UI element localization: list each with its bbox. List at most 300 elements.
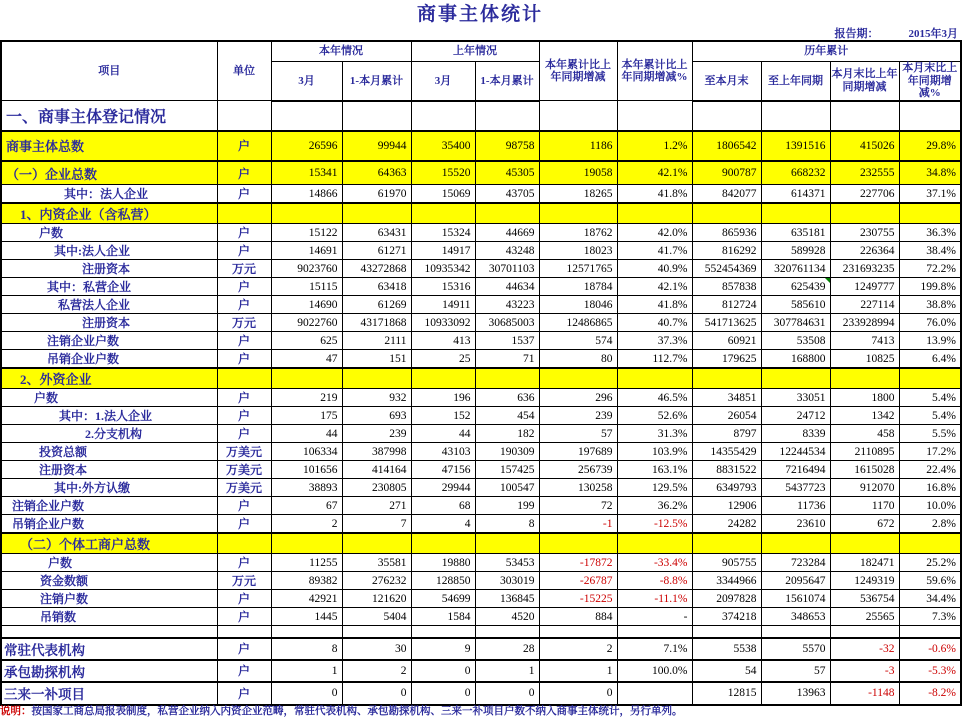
- value-cell: 541713625: [692, 314, 761, 332]
- value-cell: [271, 101, 342, 131]
- value-cell: 24712: [761, 407, 830, 425]
- row-label-cell: 承包勘探机构: [1, 660, 217, 682]
- unit-cell: 户: [217, 590, 271, 608]
- value-cell: [830, 101, 899, 131]
- value-cell: 106334: [271, 443, 342, 461]
- value-cell: 625: [271, 332, 342, 350]
- value-cell: [761, 368, 830, 389]
- value-cell: [271, 626, 342, 638]
- row-label-cell: 注销企业户数: [1, 497, 217, 515]
- value-cell: 18046: [539, 296, 617, 314]
- table-row: [1, 682, 961, 705]
- report-period-value: 2015年3月: [908, 28, 958, 40]
- value-cell: 458: [830, 425, 899, 443]
- value-cell: 239: [342, 425, 411, 443]
- value-cell: 16.8%: [899, 479, 961, 497]
- value-cell: 1249777: [830, 278, 899, 296]
- value-cell: 29944: [411, 479, 475, 497]
- row-label-cell: 常驻代表机构: [1, 638, 217, 660]
- col-header-yoy-change-pct: 本年累计比上年同期增减%: [617, 41, 692, 101]
- value-cell: [899, 626, 961, 638]
- value-cell: 2: [342, 660, 411, 682]
- value-cell: 8339: [761, 425, 830, 443]
- value-cell: 121620: [342, 590, 411, 608]
- row-label-cell: 注册资本: [1, 260, 217, 278]
- table-row: [1, 572, 961, 590]
- value-cell: 693: [342, 407, 411, 425]
- value-cell: 9: [411, 638, 475, 660]
- value-cell: 1170: [830, 497, 899, 515]
- value-cell: [475, 203, 539, 224]
- value-cell: 35400: [411, 131, 475, 161]
- table-row: [1, 278, 961, 296]
- value-cell: 1445: [271, 608, 342, 626]
- unit-cell: 户: [217, 515, 271, 534]
- value-cell: [830, 533, 899, 554]
- value-cell: 1186: [539, 131, 617, 161]
- value-cell: 42.1%: [617, 161, 692, 185]
- col-header-month-end-change-pct: 本月末比上年同期增减%: [899, 62, 961, 101]
- value-cell: 0: [411, 682, 475, 705]
- value-cell: 812724: [692, 296, 761, 314]
- value-cell: 25: [411, 350, 475, 369]
- value-cell: 67: [271, 497, 342, 515]
- value-cell: 89382: [271, 572, 342, 590]
- table-row: [1, 660, 961, 682]
- value-cell: -8.8%: [617, 572, 692, 590]
- row-label-cell: 吊销企业户数: [1, 515, 217, 534]
- value-cell: 163.1%: [617, 461, 692, 479]
- table-row: [1, 554, 961, 572]
- value-cell: 42.0%: [617, 224, 692, 242]
- value-cell: 9023760: [271, 260, 342, 278]
- unit-cell: 户: [217, 278, 271, 296]
- value-cell: 5437723: [761, 479, 830, 497]
- value-cell: 13963: [761, 682, 830, 705]
- value-cell: 15115: [271, 278, 342, 296]
- value-cell: 5538: [692, 638, 761, 660]
- value-cell: [617, 101, 692, 131]
- value-cell: 52.6%: [617, 407, 692, 425]
- value-cell: 19058: [539, 161, 617, 185]
- value-cell: 296: [539, 389, 617, 407]
- value-cell: 1: [539, 660, 617, 682]
- value-cell: 17.2%: [899, 443, 961, 461]
- value-cell: 175: [271, 407, 342, 425]
- value-cell: 413: [411, 332, 475, 350]
- group-header-last-year: 上年情况: [411, 41, 539, 62]
- value-cell: 68: [411, 497, 475, 515]
- value-cell: 15341: [271, 161, 342, 185]
- value-cell: 227706: [830, 185, 899, 204]
- value-cell: 232555: [830, 161, 899, 185]
- col-header-month-last: 3月: [411, 62, 475, 101]
- value-cell: 18762: [539, 224, 617, 242]
- value-cell: 152: [411, 407, 475, 425]
- value-cell: [617, 682, 692, 705]
- value-cell: 14690: [271, 296, 342, 314]
- table-row: [1, 443, 961, 461]
- value-cell: 15316: [411, 278, 475, 296]
- table-row: [1, 296, 961, 314]
- value-cell: 14691: [271, 242, 342, 260]
- table-row: [1, 638, 961, 660]
- row-label-cell: 2.分支机构: [1, 425, 217, 443]
- value-cell: 31.3%: [617, 425, 692, 443]
- value-cell: 38893: [271, 479, 342, 497]
- col-header-month-current: 3月: [271, 62, 342, 101]
- value-cell: 2097828: [692, 590, 761, 608]
- unit-cell: 万美元: [217, 461, 271, 479]
- value-cell: 5404: [342, 608, 411, 626]
- value-cell: 320761134: [761, 260, 830, 278]
- unit-cell: 万美元: [217, 479, 271, 497]
- value-cell: 723284: [761, 554, 830, 572]
- value-cell: 38.4%: [899, 242, 961, 260]
- value-cell: 3344966: [692, 572, 761, 590]
- value-cell: 19880: [411, 554, 475, 572]
- unit-cell: 户: [217, 608, 271, 626]
- value-cell: 190309: [475, 443, 539, 461]
- value-cell: 199.8%: [899, 278, 961, 296]
- value-cell: 29.8%: [899, 131, 961, 161]
- value-cell: 5.4%: [899, 407, 961, 425]
- value-cell: 26596: [271, 131, 342, 161]
- footnote-text: 按国家工商总局报表制度，私营企业纳入内资企业范畴，常驻代表机构、承包勘探机构、三来一补项目户数不纳入商事主体统计，另行单列。: [31, 705, 683, 717]
- value-cell: 43103: [411, 443, 475, 461]
- table-row: [1, 161, 961, 185]
- table-row: [1, 260, 961, 278]
- value-cell: 1.2%: [617, 131, 692, 161]
- unit-cell: 户: [217, 497, 271, 515]
- value-cell: 72.2%: [899, 260, 961, 278]
- row-label-cell: 户数: [1, 224, 217, 242]
- value-cell: 41.8%: [617, 296, 692, 314]
- unit-cell: [217, 203, 271, 224]
- value-cell: [617, 626, 692, 638]
- table-row: [1, 461, 961, 479]
- table-row: [1, 389, 961, 407]
- value-cell: 61269: [342, 296, 411, 314]
- value-cell: 8831522: [692, 461, 761, 479]
- value-cell: 1249319: [830, 572, 899, 590]
- footnote-label: 说明：: [0, 705, 32, 717]
- value-cell: 76.0%: [899, 314, 961, 332]
- table-row: [1, 497, 961, 515]
- report-period-label: 报告期：: [834, 28, 879, 40]
- value-cell: 80: [539, 350, 617, 369]
- value-cell: 8: [475, 515, 539, 534]
- value-cell: 101656: [271, 461, 342, 479]
- table-row: [1, 203, 961, 224]
- value-cell: [830, 203, 899, 224]
- unit-cell: 万元: [217, 260, 271, 278]
- value-cell: [899, 203, 961, 224]
- value-cell: 33051: [761, 389, 830, 407]
- value-cell: 199: [475, 497, 539, 515]
- value-cell: 0: [342, 682, 411, 705]
- value-cell: 30: [342, 638, 411, 660]
- value-cell: 7216494: [761, 461, 830, 479]
- value-cell: 34.8%: [899, 161, 961, 185]
- value-cell: 60921: [692, 332, 761, 350]
- page-title: 商事主体统计: [416, 4, 543, 25]
- row-label-cell: 其中:法人企业: [1, 242, 217, 260]
- table-row: [1, 332, 961, 350]
- value-cell: -26787: [539, 572, 617, 590]
- row-label-cell: 1、内资企业（含私营）: [1, 203, 217, 224]
- value-cell: 44: [411, 425, 475, 443]
- value-cell: [692, 626, 761, 638]
- value-cell: [271, 368, 342, 389]
- value-cell: 57: [761, 660, 830, 682]
- value-cell: 40.9%: [617, 260, 692, 278]
- value-cell: 1806542: [692, 131, 761, 161]
- row-label-cell: 投资总额: [1, 443, 217, 461]
- value-cell: 10933092: [411, 314, 475, 332]
- value-cell: 41.8%: [617, 185, 692, 204]
- value-cell: 231693235: [830, 260, 899, 278]
- value-cell: 227114: [830, 296, 899, 314]
- unit-cell: 户: [217, 682, 271, 705]
- row-label-cell: 商事主体总数: [1, 131, 217, 161]
- value-cell: 14355429: [692, 443, 761, 461]
- value-cell: 43248: [475, 242, 539, 260]
- unit-cell: 户: [217, 161, 271, 185]
- value-cell: 1561074: [761, 590, 830, 608]
- value-cell: 625439: [761, 278, 830, 296]
- value-cell: [539, 368, 617, 389]
- row-label-cell: 吊销企业户数: [1, 350, 217, 369]
- value-cell: 5.5%: [899, 425, 961, 443]
- value-cell: 197689: [539, 443, 617, 461]
- value-cell: 53453: [475, 554, 539, 572]
- value-cell: 1584: [411, 608, 475, 626]
- value-cell: 61970: [342, 185, 411, 204]
- table-row: [1, 242, 961, 260]
- value-cell: 12906: [692, 497, 761, 515]
- value-cell: 10935342: [411, 260, 475, 278]
- value-cell: [342, 533, 411, 554]
- value-cell: 98758: [475, 131, 539, 161]
- value-cell: 672: [830, 515, 899, 534]
- value-cell: 230805: [342, 479, 411, 497]
- value-cell: 57: [539, 425, 617, 443]
- value-cell: 43223: [475, 296, 539, 314]
- value-cell: [475, 101, 539, 131]
- value-cell: 12244534: [761, 443, 830, 461]
- value-cell: 30701103: [475, 260, 539, 278]
- value-cell: 14911: [411, 296, 475, 314]
- value-cell: -12.5%: [617, 515, 692, 534]
- value-cell: [761, 101, 830, 131]
- unit-cell: 户: [217, 131, 271, 161]
- value-cell: 7: [342, 515, 411, 534]
- value-cell: 44669: [475, 224, 539, 242]
- unit-cell: [217, 101, 271, 131]
- unit-cell: 户: [217, 332, 271, 350]
- value-cell: 41.7%: [617, 242, 692, 260]
- value-cell: 7.1%: [617, 638, 692, 660]
- value-cell: 233928994: [830, 314, 899, 332]
- value-cell: 54: [692, 660, 761, 682]
- value-cell: -11.1%: [617, 590, 692, 608]
- value-cell: [899, 368, 961, 389]
- value-cell: 99944: [342, 131, 411, 161]
- unit-cell: 万元: [217, 572, 271, 590]
- value-cell: [411, 203, 475, 224]
- value-cell: [692, 203, 761, 224]
- unit-cell: [217, 368, 271, 389]
- unit-cell: [217, 533, 271, 554]
- unit-cell: 户: [217, 185, 271, 204]
- unit-cell: 户: [217, 554, 271, 572]
- table-header: [1, 41, 961, 101]
- value-cell: 589928: [761, 242, 830, 260]
- value-cell: 63418: [342, 278, 411, 296]
- value-cell: 179625: [692, 350, 761, 369]
- value-cell: 22.4%: [899, 461, 961, 479]
- value-cell: -33.4%: [617, 554, 692, 572]
- value-cell: 303019: [475, 572, 539, 590]
- group-header-historical: 历年累计: [692, 41, 961, 62]
- value-cell: 53508: [761, 332, 830, 350]
- value-cell: 128850: [411, 572, 475, 590]
- value-cell: 61271: [342, 242, 411, 260]
- value-cell: 8: [271, 638, 342, 660]
- value-cell: 168800: [761, 350, 830, 369]
- value-cell: 13.9%: [899, 332, 961, 350]
- row-label-cell: 三来一补项目: [1, 682, 217, 705]
- unit-cell: 户: [217, 660, 271, 682]
- value-cell: 18265: [539, 185, 617, 204]
- value-cell: 4520: [475, 608, 539, 626]
- value-cell: 307784631: [761, 314, 830, 332]
- value-cell: 239: [539, 407, 617, 425]
- row-label-cell: 注销户数: [1, 590, 217, 608]
- value-cell: -1: [539, 515, 617, 534]
- value-cell: 24282: [692, 515, 761, 534]
- value-cell: 574: [539, 332, 617, 350]
- value-cell: 5.4%: [899, 389, 961, 407]
- header-row-groups: [1, 41, 961, 62]
- value-cell: 43705: [475, 185, 539, 204]
- value-cell: 15324: [411, 224, 475, 242]
- value-cell: 103.9%: [617, 443, 692, 461]
- value-cell: 34851: [692, 389, 761, 407]
- value-cell: 37.3%: [617, 332, 692, 350]
- value-cell: 614371: [761, 185, 830, 204]
- value-cell: 226364: [830, 242, 899, 260]
- row-label-cell: 其中：1.法人企业: [1, 407, 217, 425]
- value-cell: [617, 533, 692, 554]
- value-cell: 6349793: [692, 479, 761, 497]
- value-cell: [617, 203, 692, 224]
- value-cell: 857838: [692, 278, 761, 296]
- value-cell: 387998: [342, 443, 411, 461]
- value-cell: 59.6%: [899, 572, 961, 590]
- value-cell: [475, 626, 539, 638]
- value-cell: 23610: [761, 515, 830, 534]
- value-cell: 884: [539, 608, 617, 626]
- unit-cell: 户: [217, 296, 271, 314]
- unit-cell: 户: [217, 407, 271, 425]
- col-header-cumulative-current: 1-本月累计: [342, 62, 411, 101]
- value-cell: 64363: [342, 161, 411, 185]
- table-row: [1, 626, 961, 638]
- value-cell: 10825: [830, 350, 899, 369]
- value-cell: 842077: [692, 185, 761, 204]
- value-cell: 6.4%: [899, 350, 961, 369]
- value-cell: [342, 203, 411, 224]
- row-label-cell: 吊销数: [1, 608, 217, 626]
- value-cell: 112.7%: [617, 350, 692, 369]
- table-row: [1, 224, 961, 242]
- value-cell: 46.5%: [617, 389, 692, 407]
- value-cell: [271, 533, 342, 554]
- value-cell: 14917: [411, 242, 475, 260]
- value-cell: 0: [411, 660, 475, 682]
- value-cell: 15069: [411, 185, 475, 204]
- value-cell: 37.1%: [899, 185, 961, 204]
- unit-cell: 户: [217, 389, 271, 407]
- value-cell: 11255: [271, 554, 342, 572]
- group-header-current-year: 本年情况: [271, 41, 411, 62]
- value-cell: 136845: [475, 590, 539, 608]
- table-row: [1, 368, 961, 389]
- value-cell: 900787: [692, 161, 761, 185]
- value-cell: 1391516: [761, 131, 830, 161]
- col-header-month-end-change: 本月末比上年同期增减: [830, 62, 899, 101]
- value-cell: 932: [342, 389, 411, 407]
- value-cell: 2095647: [761, 572, 830, 590]
- value-cell: 40.7%: [617, 314, 692, 332]
- report-period: [0, 28, 960, 40]
- value-cell: 2: [271, 515, 342, 534]
- col-header-cumulative-last: 1-本月累计: [475, 62, 539, 101]
- row-label-cell: 户数: [1, 389, 217, 407]
- table-row: [1, 314, 961, 332]
- row-label-cell: 其中:外方认缴: [1, 479, 217, 497]
- table-body: [1, 101, 961, 705]
- unit-cell: 户: [217, 425, 271, 443]
- business-entity-stats-table: [0, 40, 962, 706]
- value-cell: 1342: [830, 407, 899, 425]
- value-cell: 47156: [411, 461, 475, 479]
- value-cell: 182471: [830, 554, 899, 572]
- value-cell: 25.2%: [899, 554, 961, 572]
- value-cell: 100547: [475, 479, 539, 497]
- value-cell: 35581: [342, 554, 411, 572]
- value-cell: [899, 533, 961, 554]
- value-cell: -0.6%: [899, 638, 961, 660]
- unit-cell: 户: [217, 242, 271, 260]
- row-label-cell: 注册资本: [1, 461, 217, 479]
- value-cell: 18784: [539, 278, 617, 296]
- value-cell: 0: [539, 682, 617, 705]
- value-cell: 7.3%: [899, 608, 961, 626]
- value-cell: 196: [411, 389, 475, 407]
- value-cell: 415026: [830, 131, 899, 161]
- col-header-unit: 单位: [217, 41, 271, 101]
- table-row: [1, 608, 961, 626]
- value-cell: 1800: [830, 389, 899, 407]
- row-label-cell: 注册资本: [1, 314, 217, 332]
- unit-cell: [217, 626, 271, 638]
- value-cell: 668232: [761, 161, 830, 185]
- value-cell: 30685003: [475, 314, 539, 332]
- table-row: [1, 185, 961, 204]
